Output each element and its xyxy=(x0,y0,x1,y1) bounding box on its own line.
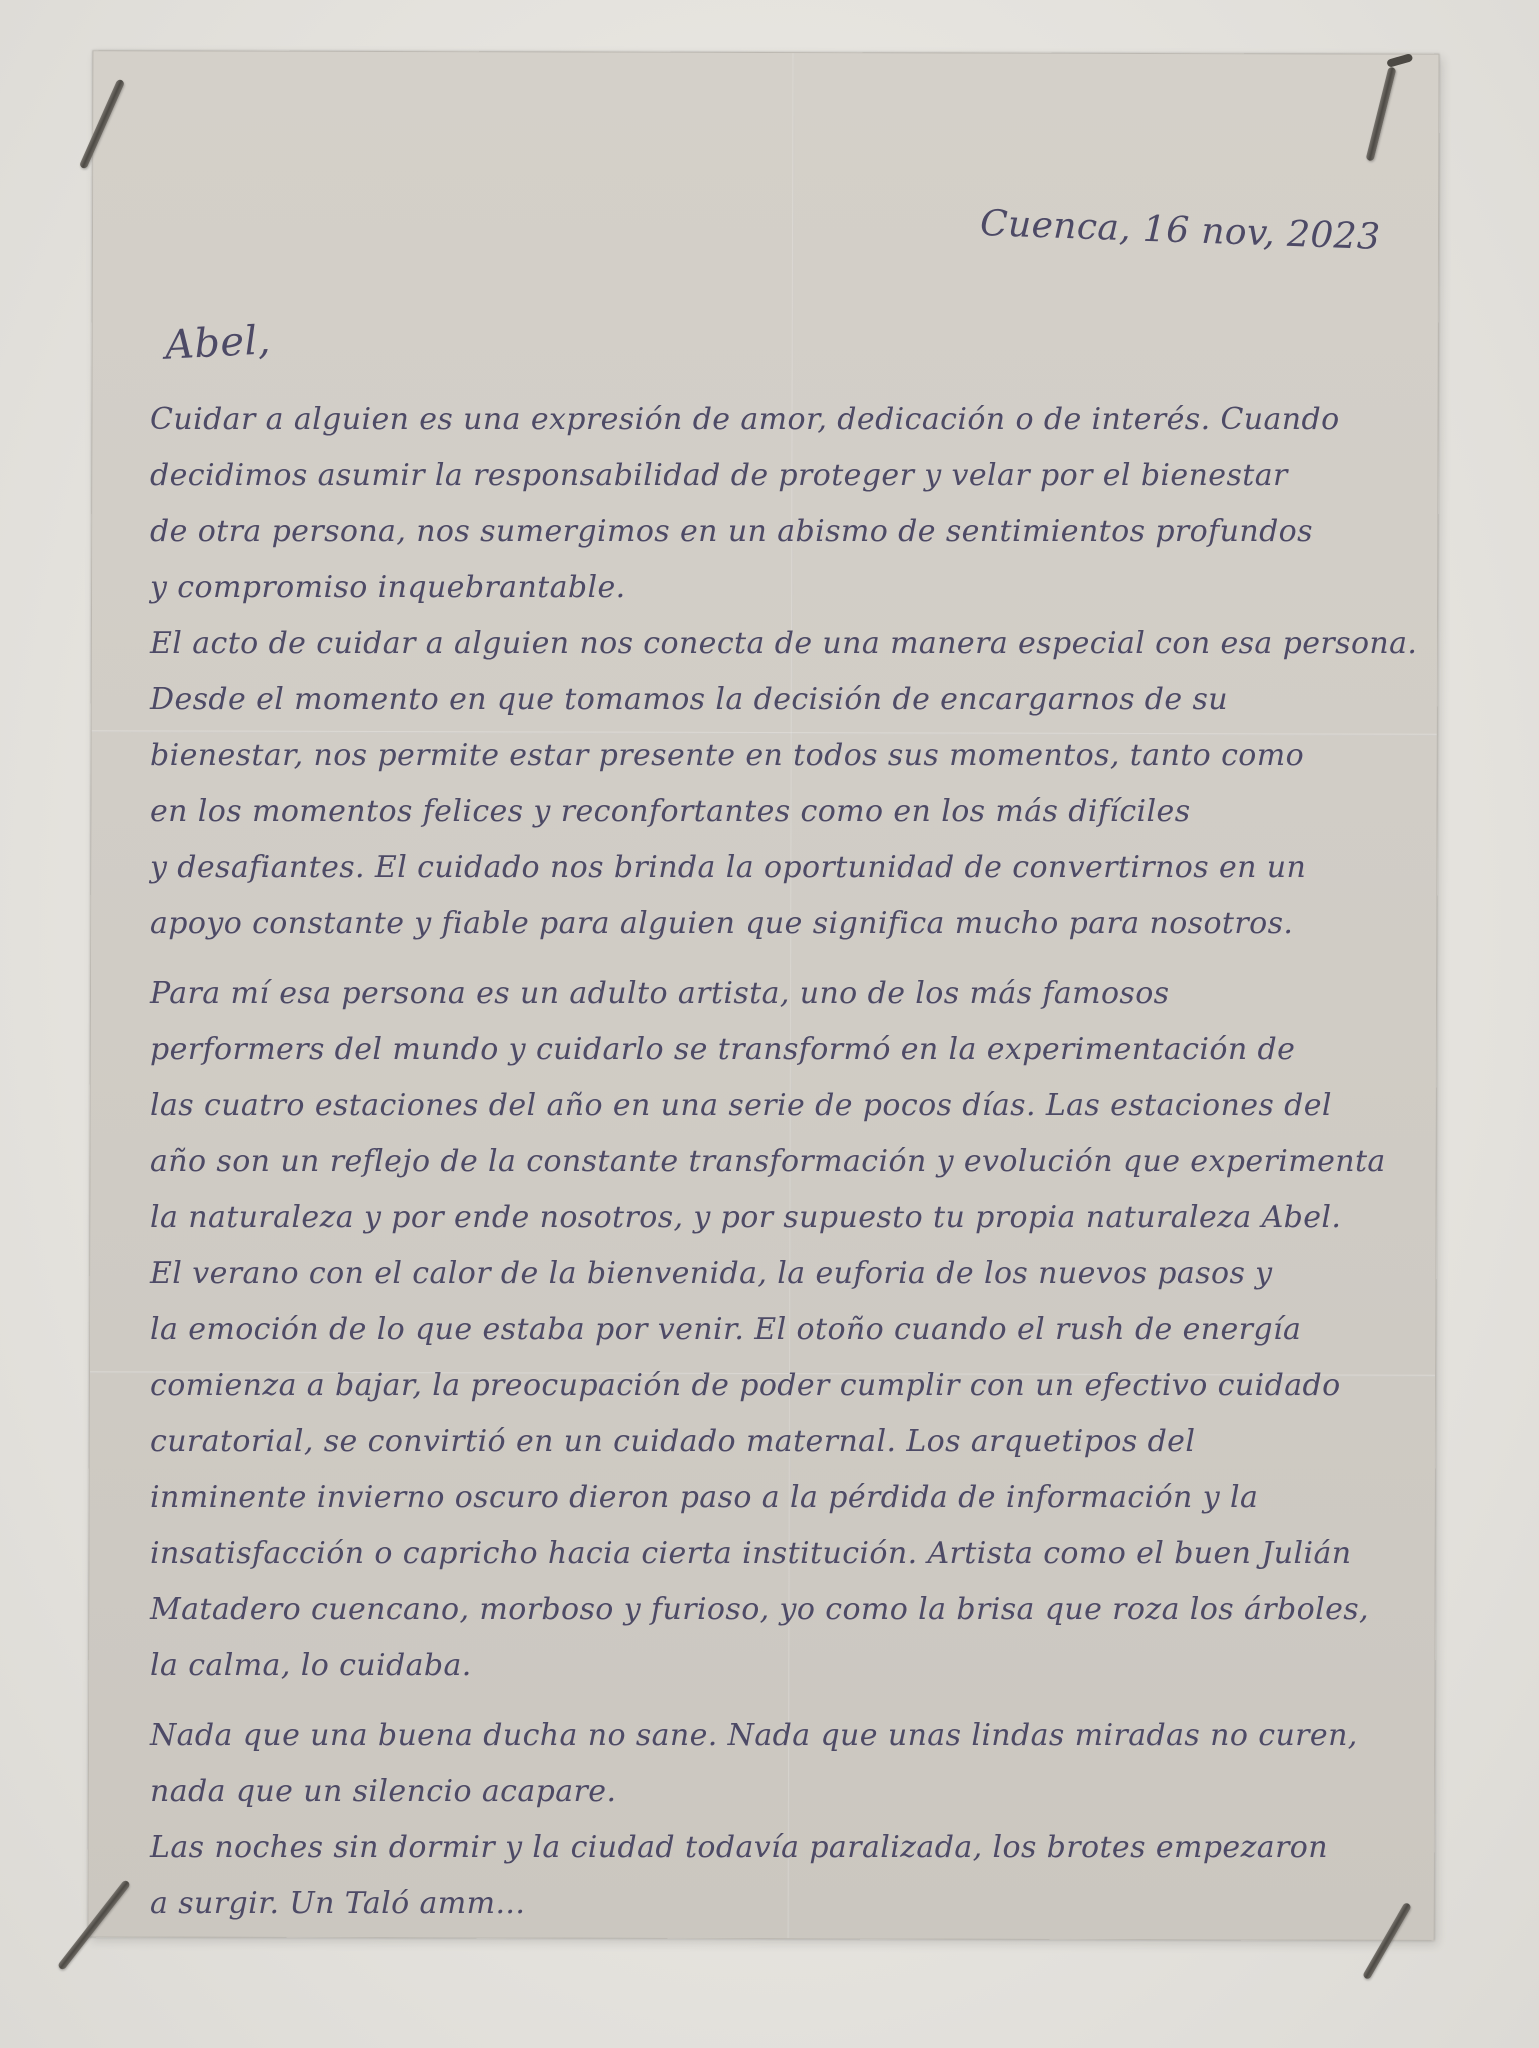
letter-line: inminente invierno oscuro dieron paso a la pérdida de información y la xyxy=(150,1480,1259,1515)
letter-line: El acto de cuidar a alguien nos conecta de una manera especial con esa persona. xyxy=(150,626,1418,661)
letter-line: Las noches sin dormir y la ciudad todavía paralizada, los brotes empezaron xyxy=(150,1830,1328,1865)
letter-line: nada que un silencio acapare. xyxy=(150,1774,617,1809)
letter-line: la naturaleza y por ende nosotros, y por supuesto tu propia naturaleza Abel. xyxy=(150,1200,1342,1235)
letter-line: Para mí esa persona es un adulto artista, uno de los más famosos xyxy=(150,976,1170,1011)
letter-line: de otra persona, nos sumergimos en un abismo de sentimientos profundos xyxy=(150,514,1313,549)
letter-line: la emoción de lo que estaba por venir. El otoño cuando el rush de energía xyxy=(150,1312,1302,1347)
letter-line: Matadero cuencano, morboso y furioso, yo como la brisa que roza los árboles, xyxy=(150,1592,1369,1627)
letter-line: y desafiantes. El cuidado nos brinda la oportunidad de convertirnos en un xyxy=(150,850,1307,885)
letter-line: El verano con el calor de la bienvenida, la euforia de los nuevos pasos y xyxy=(150,1256,1273,1291)
letter-line: bienestar, nos permite estar presente en todos sus momentos, tanto como xyxy=(150,738,1305,773)
letter-line: insatisfacción o capricho hacia cierta institución. Artista como el buen Julián xyxy=(150,1536,1352,1571)
letter-line: las cuatro estaciones del año en una serie de pocos días. Las estaciones del xyxy=(150,1088,1332,1123)
letter-line: Desde el momento en que tomamos la decisión de encargarnos de su xyxy=(150,682,1229,717)
letter-line: comienza a bajar, la preocupación de poder cumplir con un efectivo cuidado xyxy=(150,1368,1341,1403)
letter-line: Nada que una buena ducha no sane. Nada que unas lindas miradas no curen, xyxy=(150,1718,1358,1753)
letter-line: decidimos asumir la responsabilidad de proteger y velar por el bienestar xyxy=(150,458,1288,493)
letter-line: curatorial, se convirtió en un cuidado maternal. Los arquetipos del xyxy=(150,1424,1196,1459)
letter-line: año son un reflejo de la constante transformación y evolución que experimenta xyxy=(150,1144,1386,1179)
letter-line: apoyo constante y fiable para alguien que significa mucho para nosotros. xyxy=(150,906,1294,941)
letter-line: y compromiso inquebrantable. xyxy=(150,570,626,605)
letter-date: Cuenca, 16 nov, 2023 xyxy=(979,203,1382,258)
letter-line: en los momentos felices y reconfortantes como en los más difíciles xyxy=(150,794,1191,829)
letter-body xyxy=(150,392,1418,1932)
letter-line: Cuidar a alguien es una expresión de amor, dedicación o de interés. Cuando xyxy=(150,402,1340,437)
letter-line: a surgir. Un Taló amm... xyxy=(150,1886,526,1921)
letter-line: performers del mundo y cuidarlo se transformó en la experimentación de xyxy=(150,1032,1296,1067)
letter-greeting: Abel, xyxy=(163,317,272,369)
letter-line: la calma, lo cuidaba. xyxy=(150,1648,472,1683)
